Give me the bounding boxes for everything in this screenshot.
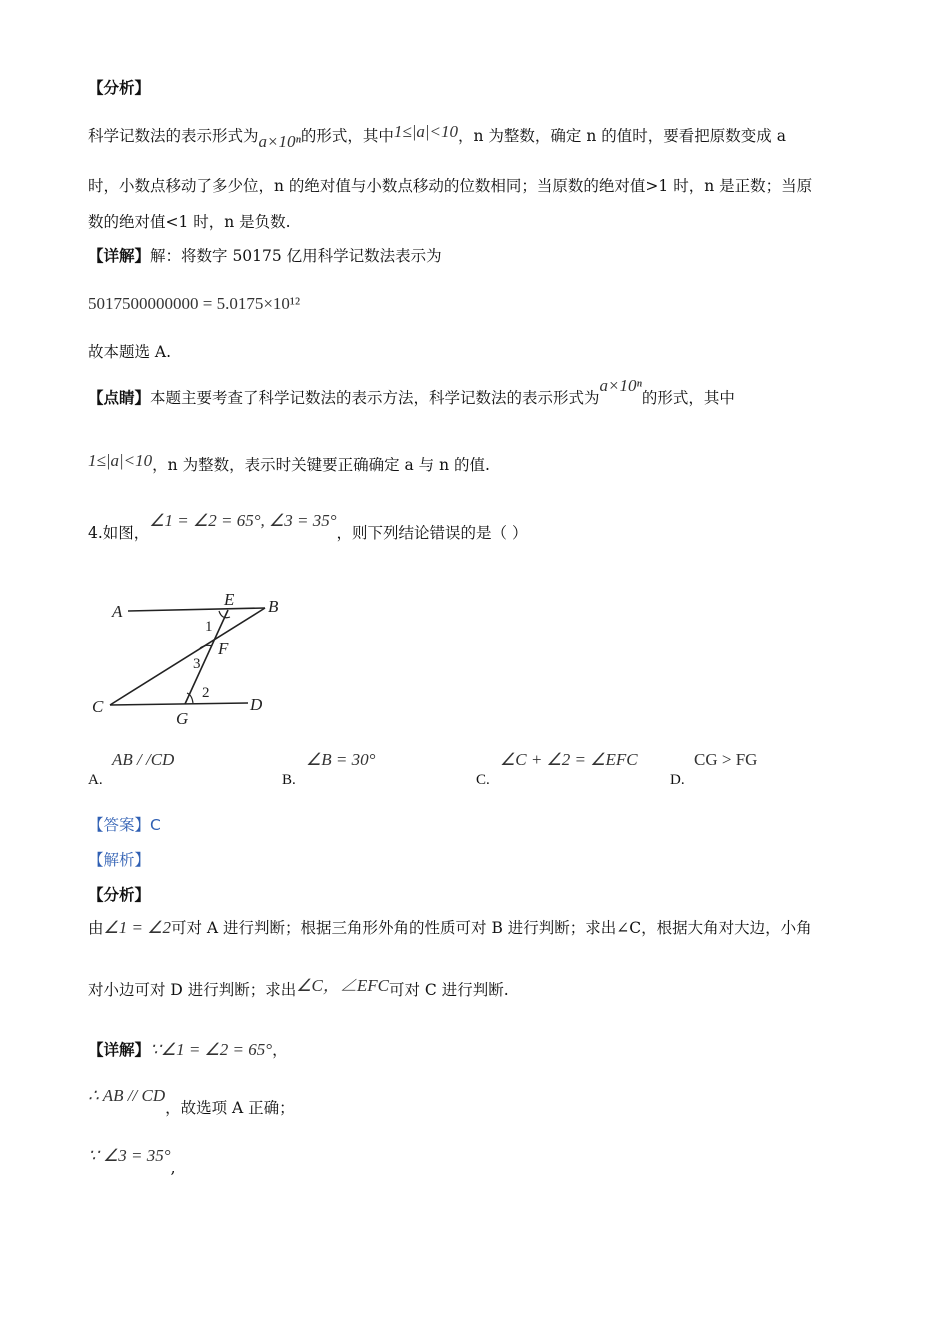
jiexi-heading: 【解析】 <box>88 851 151 869</box>
answer-detail-line: 【详解】∵∠1 = ∠2 = 65°， <box>88 1040 288 1059</box>
math-range: 1≤|a|<10 <box>393 122 459 141</box>
line-bc <box>110 608 265 705</box>
line-ab <box>128 608 265 611</box>
label-angle-3: 3 <box>193 656 201 672</box>
math-angles: ∠C，∠EFC <box>296 976 389 995</box>
choose-line: 故本题选 A. <box>88 343 172 361</box>
label-f: F <box>218 639 229 658</box>
math-a-times-ten-n: a×10ⁿ <box>599 376 642 395</box>
option-d[interactable]: D. CG > FG <box>670 750 758 788</box>
label-b: B <box>268 597 279 616</box>
math-angle-equal: ∠1 = ∠2 <box>103 918 171 937</box>
equation-scientific-notation: 5017500000000 = 5.0175×10¹² <box>88 294 301 313</box>
label-angle-1: 1 <box>205 619 213 635</box>
comment-line2: 1≤|a|<10，n 为整数，表示时关键要正确确定 a 与 n 的值. <box>88 451 490 474</box>
label-angle-2: 2 <box>202 685 210 701</box>
answer-value: C <box>150 816 161 834</box>
analysis-paragraph-line2: 时，小数点移动了多少位，n 的绝对值与小数点移动的位数相同；当原数的绝对值>1 时，n 是正数；当原 <box>88 177 813 195</box>
math-a-times-ten-n: a×10ⁿ <box>258 132 301 151</box>
answer-analysis-line1: 由∠1 = ∠2可对 A 进行判断；根据三角形外角的性质可对 B 进行判断；求出∠C，根据大角对大边，小角 <box>88 918 812 937</box>
label-g: G <box>176 709 189 728</box>
math-range: 1≤|a|<10 <box>88 451 153 470</box>
therefore-line: ∴ AB // CD，故选项 A 正确； <box>88 1086 295 1117</box>
analysis-heading: 【分析】 <box>88 78 151 97</box>
label-e: E <box>224 590 235 609</box>
because-angle3-line: ∵ ∠3 = 35°, <box>88 1146 176 1177</box>
line-cd <box>110 703 248 705</box>
comment-line: 【点睛】本题主要考查了科学记数法的表示方法，科学记数法的表示形式为a×10ⁿ的形式，其中 <box>88 376 735 407</box>
analysis-paragraph-line3: 数的绝对值<1 时，n 是负数. <box>88 213 291 231</box>
analysis-paragraph-line1: 科学记数法的表示形式为a×10ⁿ的形式，其中1≤|a|<10，n 为整数，确定 n 的值时，要看把原数变成 a <box>88 122 786 151</box>
label-a: A <box>112 602 123 621</box>
answer-analysis-line2: 对小边可对 D 进行判断；求出∠C，∠EFC可对 C 进行判断. <box>88 976 509 999</box>
question-4-condition: ∠1 = ∠2 = 65°, ∠3 = 35° <box>149 511 337 530</box>
geometry-figure <box>88 586 303 734</box>
math-because-angles: ∵∠1 = ∠2 = 65° <box>150 1040 273 1059</box>
math-therefore-parallel: ∴ AB // CD <box>88 1086 166 1105</box>
option-a[interactable]: A. AB / /CD <box>88 750 175 788</box>
option-b[interactable]: B. ∠B = 30° <box>282 750 376 788</box>
label-d: D <box>250 695 263 714</box>
answer-line: 【答案】C <box>88 816 161 834</box>
math-angle-3: ∵ ∠3 = 35° <box>88 1146 171 1165</box>
label-c: C <box>92 697 104 716</box>
option-c[interactable]: C. ∠C + ∠2 = ∠EFC <box>476 750 638 788</box>
detail-line: 【详解】解：将数字 50175 亿用科学记数法表示为 <box>88 246 442 265</box>
question-4-stem: 4.如图，∠1 = ∠2 = 65°, ∠3 = 35°，则下列结论错误的是（ ） <box>88 511 528 542</box>
answer-analysis-heading: 【分析】 <box>88 885 151 904</box>
